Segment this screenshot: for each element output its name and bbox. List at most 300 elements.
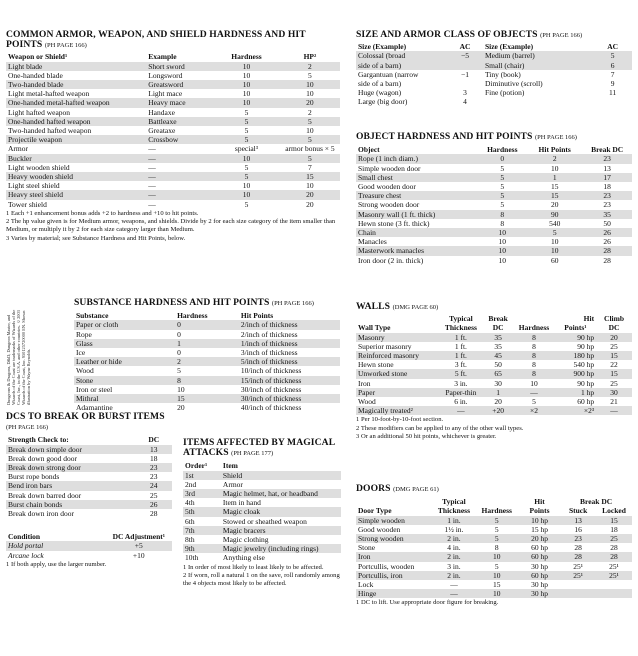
table-cell: 60 hp <box>577 397 595 407</box>
table-cell: 8 <box>500 218 505 228</box>
table-cell: 10 <box>477 246 527 255</box>
table-cell: 8th <box>185 535 195 545</box>
col-header: Break DC <box>580 497 613 507</box>
table-cell: 5 <box>244 107 249 117</box>
table-cell: 15 <box>492 580 501 590</box>
table-cell: 10 hp <box>519 516 560 525</box>
col-header: Hardness <box>518 323 550 333</box>
table-cell: 5 <box>244 199 249 209</box>
table-cell: 2/inch of thickness <box>239 320 340 329</box>
table-cell: 20 <box>306 199 314 209</box>
table-cell: 30 <box>596 388 632 397</box>
table-row <box>74 320 340 329</box>
col-header: Typical <box>449 314 473 324</box>
table-cell: 540 <box>549 218 561 228</box>
table-cell <box>560 589 596 598</box>
table-cell: Good wooden door <box>358 182 416 192</box>
col-header: Substance <box>76 311 109 321</box>
table-cell: — <box>146 172 213 181</box>
table-cell: Chain <box>356 228 477 237</box>
col-header: Size (Example) <box>358 42 407 52</box>
table-cell: Iron or steel <box>76 384 113 394</box>
col-header: Wall Type <box>358 323 391 333</box>
table-cell: Hewn stone (3 ft. thick) <box>358 218 430 228</box>
note: 2 The hp value given is for Medium armor, weapons, and shields. Divide by 2 for each size category of the item smaller than Medium, or multiply it by 2 for each size category larger than Medium. <box>6 218 336 234</box>
table-cell: 18 <box>149 453 158 463</box>
table-cell: 23 <box>582 191 632 200</box>
col-header: Typical <box>442 497 466 507</box>
table-cell: 18 <box>610 524 618 534</box>
doors-table <box>356 497 632 598</box>
table-cell: — <box>148 181 156 191</box>
table-cell: 28 <box>149 509 158 519</box>
copyright-credit: Dungeons & Dragons, D&D, Dungeon Master, and Wizards of the Coast are trademarks of Wizards of the Coast, Inc., in the U.S.A. and other countries. ©2003 Wizards of the Coast, Inc. 950125720000 EN. Shown illustration by Wayne Reynolds. <box>6 309 31 405</box>
table-cell: Hold portal <box>6 541 106 550</box>
table-cell: 540 hp <box>573 360 595 370</box>
table-row <box>183 471 341 480</box>
table-cell: 5 <box>527 228 582 237</box>
table-cell: — <box>596 406 632 415</box>
table-cell: Magic clothing <box>222 535 269 545</box>
table-row <box>74 339 340 348</box>
table-cell: 2 <box>175 357 239 366</box>
substance-section <box>74 298 340 412</box>
table-cell: Magic cloak <box>221 507 341 516</box>
table-cell: 8 <box>532 360 536 370</box>
table-row <box>356 543 632 552</box>
table-cell: −1 <box>461 69 469 79</box>
table-cell: Light blade <box>6 62 146 71</box>
table-row <box>183 535 341 544</box>
table-cell: 15/inch of thickness <box>239 376 340 385</box>
table-row <box>6 481 172 490</box>
table-row <box>74 385 340 394</box>
table-cell: Shield <box>221 471 341 480</box>
table-cell: 5 <box>593 51 632 60</box>
table-cell: 35 <box>582 210 632 219</box>
size-table <box>356 42 632 106</box>
armor-weapon-section <box>6 30 340 243</box>
table-cell: 5 <box>213 135 280 144</box>
table-cell: 9th <box>183 544 221 553</box>
table-cell: side of a barn) <box>356 61 447 70</box>
table-cell: 35 <box>494 341 502 351</box>
table-cell: Stone <box>74 376 175 385</box>
table-cell: Two-handed hafted weapon <box>8 126 92 136</box>
table-cell: Light mace <box>148 89 183 99</box>
table-cell: 15 <box>596 369 632 378</box>
table-cell: 25¹ <box>560 571 596 580</box>
table-cell: 1 <box>483 388 513 397</box>
table-cell: Manacles <box>358 237 387 247</box>
table-cell: 5 <box>280 117 340 126</box>
table-cell: 0 <box>175 320 239 329</box>
armor-weapon-notes <box>6 210 340 243</box>
table-cell: 24 <box>135 481 172 490</box>
table-cell: Light metal-hafted weapon <box>8 89 90 99</box>
table-cell: Burst chain bonds <box>6 500 135 509</box>
col-header: Stuck <box>568 506 588 516</box>
table-row <box>356 246 632 255</box>
table-cell: Paper <box>356 388 439 397</box>
table-cell: 6 in. <box>454 397 468 407</box>
table-row <box>6 126 340 135</box>
table-cell: One-handed blade <box>8 70 63 80</box>
table-cell: 5 <box>244 162 249 172</box>
col-header: Hardness <box>177 311 208 321</box>
table-row <box>74 357 340 366</box>
table-cell: 90 <box>527 210 582 219</box>
armor-weapon-title: COMMON ARMOR, WEAPON, AND SHIELD HARDNESS AND HIT POINTS (PH PAGE 166) <box>6 29 306 51</box>
table-cell: ×2³ <box>555 406 596 415</box>
table-cell: 1st <box>183 471 221 480</box>
objects-table <box>356 145 632 265</box>
col-header: DC Adjustment¹ <box>112 532 166 542</box>
table-cell: Two-handed blade <box>6 80 146 89</box>
col-header: Hit Points <box>538 145 571 155</box>
table-row <box>6 144 340 153</box>
table-cell: Gargantuan (narrow <box>358 69 419 79</box>
table-cell: Mithral <box>74 394 175 403</box>
size-section <box>356 30 632 107</box>
table-cell: 28 <box>560 552 596 561</box>
note: 3 Or an additional 50 hit points, whichever is greater. <box>356 433 497 441</box>
table-row <box>6 172 340 181</box>
table-cell: 8 <box>513 333 554 342</box>
table-row <box>6 190 340 199</box>
table-cell: side of a barn) <box>358 79 402 89</box>
table-row <box>74 394 340 403</box>
table-cell: 23 <box>560 534 596 543</box>
table-row <box>6 551 172 560</box>
table-cell: 180 hp <box>555 351 596 360</box>
break-section <box>6 412 172 569</box>
table-cell: 5 <box>177 366 181 376</box>
col-header: AC <box>459 42 471 52</box>
table-cell: 5 ft. <box>439 369 483 378</box>
table-cell: 5 <box>500 163 505 173</box>
table-cell: Masonry <box>356 333 439 342</box>
table-cell: Hewn stone <box>358 360 394 370</box>
col-header: Condition <box>8 532 41 542</box>
table-cell: 65 <box>483 369 513 378</box>
table-cell: One-handed metal-hafted weapon <box>6 98 146 107</box>
table-cell: 5 <box>213 117 280 126</box>
table-cell: 4th <box>185 498 195 508</box>
table-cell: Light hafted weapon <box>8 107 71 117</box>
table-cell: 60 hp <box>519 571 560 580</box>
table-cell: Iron <box>356 552 433 561</box>
table-cell: 1 <box>175 339 239 348</box>
table-cell: Arcane lock <box>8 550 44 560</box>
table-cell: Stowed or sheathed weapon <box>222 516 307 526</box>
col-header: Hit <box>583 314 595 324</box>
table-cell: Armor <box>8 144 28 154</box>
table-cell: 15 hp <box>531 524 548 534</box>
table-cell: 5 <box>532 397 536 407</box>
table-row <box>356 228 632 237</box>
table-cell: 13 <box>560 516 596 525</box>
table-cell: Break down simple door <box>6 445 135 454</box>
table-cell: Simple wooden <box>356 516 433 525</box>
table-row <box>356 237 632 246</box>
armor-weapon-table <box>6 52 340 208</box>
table-cell: 30 hp <box>519 589 560 598</box>
table-cell: 10 <box>213 80 280 89</box>
table-row <box>356 219 632 228</box>
table-cell: Break down iron door <box>8 509 75 519</box>
table-row <box>356 552 632 561</box>
table-row <box>74 348 340 357</box>
col-header <box>513 314 554 323</box>
table-cell: 15 <box>596 351 632 360</box>
table-cell: 7 <box>308 162 312 172</box>
table-cell: 20 <box>280 98 340 107</box>
table-cell: 5 <box>494 524 499 534</box>
table-cell: 30 hp <box>531 561 548 571</box>
table-row <box>356 360 632 369</box>
table-cell: Iron door (2 in. thick) <box>358 255 424 265</box>
table-cell: Leather or hide <box>74 357 175 366</box>
table-row <box>6 500 172 509</box>
substance-title: SUBSTANCE HARDNESS AND HIT POINTS (PH PAGE 166) <box>74 297 314 308</box>
table-cell: Portcullis, wooden <box>358 561 415 571</box>
table-cell: 60 <box>550 255 559 265</box>
table-row <box>6 154 340 163</box>
objects-section <box>356 132 632 265</box>
table-cell: 10 <box>498 237 507 247</box>
table-row <box>356 342 632 351</box>
table-row <box>356 256 632 265</box>
table-cell <box>447 61 483 70</box>
col-header: Door Type <box>358 506 392 516</box>
table-cell: Large (big door) <box>358 97 408 107</box>
table-cell: 900 hp <box>555 369 596 378</box>
table-cell: Diminutive (scroll) <box>484 79 543 89</box>
table-cell: 10 <box>306 89 314 99</box>
table-row <box>356 351 632 360</box>
table-row <box>356 369 632 378</box>
table-cell <box>596 580 632 589</box>
table-cell: 28 <box>582 246 632 255</box>
col-header: Hardness <box>231 52 262 62</box>
table-cell: 10 <box>475 571 519 580</box>
table-cell: 1 hp <box>555 388 596 397</box>
table-cell: — <box>148 162 156 172</box>
table-cell: 10 <box>475 589 519 598</box>
table-cell: 10 <box>280 80 340 89</box>
table-cell: Paper or cloth <box>74 320 175 329</box>
table-cell: 6 <box>593 61 632 70</box>
table-row <box>6 71 340 80</box>
table-cell: 90 hp <box>577 341 595 351</box>
table-row <box>356 516 632 525</box>
table-cell: 5 <box>475 534 519 543</box>
table-cell: 25¹ <box>609 561 619 571</box>
table-row <box>183 526 341 535</box>
table-cell: Tower shield <box>8 199 47 209</box>
table-cell: 15 <box>527 191 582 200</box>
table-cell: Greatsword <box>146 80 213 89</box>
table-cell: 5 <box>500 182 505 192</box>
col-header: Size (Example) <box>484 42 534 52</box>
col-header: Hit Points <box>240 311 274 321</box>
col-header: Climb <box>604 314 625 324</box>
table-cell <box>593 97 632 106</box>
table-cell: 90 hp <box>555 333 596 342</box>
table-cell <box>560 580 596 589</box>
table-row <box>6 62 340 71</box>
table-cell: Medium (barrel) <box>483 51 593 60</box>
doors-note: 1 DC to lift. Use appropriate door figure for breaking. <box>356 599 499 607</box>
table-cell: 5 <box>475 516 519 525</box>
table-cell: 8 <box>513 369 554 378</box>
table-cell: 28 <box>603 255 611 265</box>
col-header: Item <box>222 461 238 471</box>
table-cell: Short sword <box>146 62 213 71</box>
table-cell: 10 <box>475 552 519 561</box>
table-cell: 4 in. <box>447 543 461 553</box>
table-cell: 25 <box>596 534 632 543</box>
table-row <box>6 491 172 500</box>
table-cell: 10 <box>213 154 280 163</box>
table-cell: Heavy steel shield <box>6 190 146 199</box>
table-cell: −5 <box>447 51 483 60</box>
table-row <box>356 154 632 163</box>
table-cell: Wood <box>358 397 376 407</box>
table-cell: 10 <box>242 70 251 80</box>
col-header: Thickness <box>437 506 471 516</box>
table-row <box>356 589 632 598</box>
table-row <box>6 472 172 481</box>
table-cell: Stone <box>358 543 376 553</box>
table-row <box>183 544 341 553</box>
table-cell: 40/inch of thickness <box>240 403 302 413</box>
table-cell: 5 <box>280 135 340 144</box>
col-header: DC <box>148 435 160 445</box>
table-cell: 20 <box>550 200 559 210</box>
doors-title: DOORS (DMG PAGE 61) <box>356 483 439 494</box>
substance-table <box>74 311 340 412</box>
col-header: Points <box>529 506 550 516</box>
table-cell: 20 hp <box>519 534 560 543</box>
table-cell: Heavy wooden shield <box>6 172 146 181</box>
table-cell: 18 <box>603 182 611 192</box>
table-cell: Treasure chest <box>356 191 477 200</box>
table-cell: 50 <box>603 218 611 228</box>
table-cell: Good wooden <box>358 524 401 534</box>
table-cell: 10 <box>213 190 280 199</box>
table-cell: 2 in. <box>433 534 474 543</box>
col-header: HP² <box>303 52 317 62</box>
table-cell: Portcullis, iron <box>356 571 433 580</box>
table-cell: Iron <box>358 378 371 388</box>
magical-table <box>183 461 341 562</box>
table-cell: 10 <box>550 163 559 173</box>
table-row <box>356 164 632 173</box>
table-cell: 5 <box>244 126 249 136</box>
table-cell: Magic bracers <box>221 526 341 535</box>
break-table <box>6 435 172 518</box>
table-row <box>356 397 632 406</box>
table-cell: 26 <box>582 228 632 237</box>
table-row <box>74 330 340 339</box>
table-cell: Reinforced masonry <box>356 351 439 360</box>
magical-title: ITEMS AFFECTED BY MAGICAL ATTACKS (PH PAGE 177) <box>183 437 335 459</box>
table-cell: Fine (potion) <box>484 88 525 98</box>
table-cell: Anything else <box>222 553 265 563</box>
note: 3 Varies by material; see Substance Hardness and Hit Points, below. <box>6 234 186 242</box>
table-row <box>183 498 341 507</box>
table-cell: 3rd <box>183 489 221 498</box>
walls-section <box>356 302 632 441</box>
table-cell: special³ <box>234 144 258 154</box>
table-cell: 5 <box>213 172 280 181</box>
table-cell: Lock <box>358 580 374 590</box>
table-row <box>6 89 340 98</box>
table-cell: Armor <box>222 479 243 489</box>
table-cell: 30/inch of thickness <box>239 394 340 403</box>
table-cell: 26 <box>135 500 172 509</box>
table-row <box>356 61 632 70</box>
table-cell: 23 <box>603 200 611 210</box>
col-header: Hardness <box>481 506 512 516</box>
table-cell: 30/inch of thickness <box>240 384 302 394</box>
table-cell: Greataxe <box>148 126 176 136</box>
table-cell: 2 <box>308 107 312 117</box>
table-cell: 1 ft. <box>454 341 467 351</box>
table-cell: 0 <box>177 329 181 339</box>
table-cell: 5 <box>500 200 505 210</box>
table-row <box>356 70 632 79</box>
size-title: SIZE AND ARMOR CLASS OF OBJECTS (PH PAGE 166) <box>356 29 583 40</box>
col-header <box>356 497 433 506</box>
table-row <box>6 463 172 472</box>
table-cell: armor bonus × 5 <box>285 144 335 154</box>
note: 2 These modifiers can be applied to any of the other wall types. <box>356 424 524 432</box>
table-cell: 15 <box>175 394 239 403</box>
table-cell: 10 <box>213 98 280 107</box>
table-cell: 10 <box>550 237 559 247</box>
table-cell: 23 <box>135 463 172 472</box>
table-cell: Heavy mace <box>146 98 213 107</box>
table-cell: 35 <box>483 333 513 342</box>
table-cell: 8 <box>477 210 527 219</box>
table-cell: 5 <box>477 173 527 182</box>
table-cell: 8 <box>513 351 554 360</box>
break-title: DCS TO BREAK OR BURST ITEMS (PH PAGE 166) <box>6 411 165 432</box>
table-cell: 11 <box>609 88 617 98</box>
table-cell: ×2 <box>513 406 554 415</box>
table-cell: 21 <box>610 397 618 407</box>
table-row <box>183 507 341 516</box>
table-cell: 25¹ <box>573 561 584 571</box>
table-row <box>356 562 632 571</box>
table-cell: Bend iron bars <box>6 481 135 490</box>
table-row <box>183 517 341 526</box>
table-row <box>356 51 632 60</box>
table-cell: 15 <box>280 172 340 181</box>
table-cell: 20 <box>177 403 185 413</box>
note: 1 Per 10-foot-by-10-foot section. <box>356 416 444 424</box>
table-cell: 23 <box>149 472 158 482</box>
table-cell: 28 <box>596 552 632 561</box>
table-row <box>183 553 341 562</box>
table-row <box>356 88 632 97</box>
table-cell: 2 in. <box>433 571 474 580</box>
table-cell: 3 ft. <box>454 360 467 370</box>
table-cell: 10 <box>306 181 314 191</box>
